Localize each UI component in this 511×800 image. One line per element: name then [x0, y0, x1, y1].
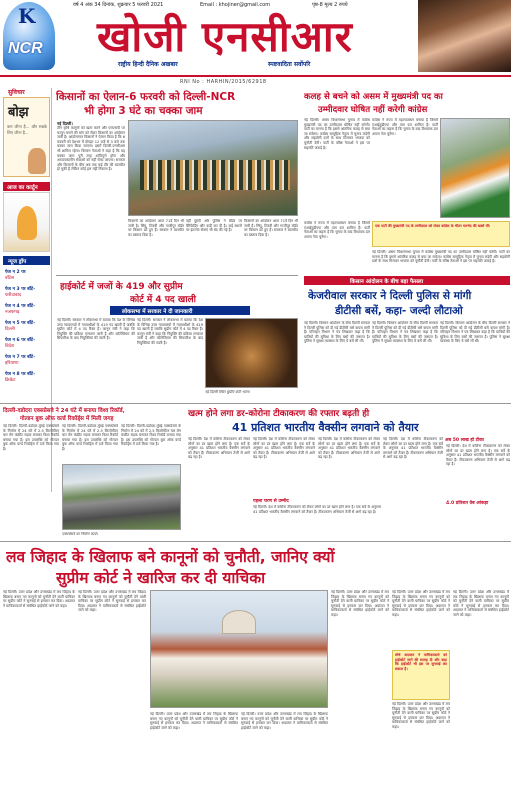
assam-body-3: कांग्रेस ने राज्य में महागठबंधन बनाया है जिसमें एआईयूडीएफ और वाम दल शामिल हैं। पार्टी नेताओं का कहना है कि चुनाव के बाद विधायक दल अपना नेता चुनेगा।	[304, 221, 370, 239]
brief-list	[5, 269, 50, 388]
rni-number: RNI No : HARHIN/2015/62918	[180, 79, 267, 85]
suvichar-text: कम जीना है... और सबके लिए जीना है...	[7, 124, 47, 135]
lead-body-2: किसानों का आंदोलन आज 71वें दिन भी जारी है। सिंघु, टिकरी और गाजीपुर बॉर्डर पर किसान डटे हुए हैं। सरकार ने बातचीत का प्रस्ताव दिया है।	[128, 219, 184, 237]
photo-crowd	[140, 160, 290, 190]
vaccine-headline-2: 41 प्रतिशत भारतीय वैक्सीन लगवाने को तैयार	[232, 421, 419, 434]
court-dome	[222, 610, 256, 634]
lead-body-4: किसानों का आंदोलन आज 71वें दिन भी जारी है। सिंघु, टिकरी और गाजीपुर बॉर्डर पर किसान डटे हुए हैं। सरकार ने बातचीत का प्रस्ताव दिया है।	[244, 219, 298, 237]
assam-body-2: कांग्रेस ने राज्य में महागठबंधन बनाया है जिसमें एआईयूडीएफ और वाम दल शामिल हैं। पार्टी नेताओं का कहना है कि चुनाव के बाद विधायक दल अपना नेता चुनेगा।	[372, 118, 438, 136]
love-jihad-body: नई दिल्ली। उत्तर प्रदेश और उत्तराखंड में लव जिहाद के खिलाफ बनाए गए कानूनों को चुनौती देने वाली याचिका पर सुप्रीम कोर्ट ने सुनवाई से इनकार कर दिया। अदालत ने याचिकाकर्ता से संबंधित हाईकोर्ट जाने को कहा।	[3, 590, 75, 608]
masthead	[0, 0, 511, 76]
list-item: पेज न 4 पर बाँटे- नजफगढ़	[5, 304, 36, 315]
kejriwal-banner: किसान आंदोलन के बीच बड़ा फैसला	[350, 279, 424, 285]
expressway-headline-1: दिल्ली-वडोदरा एक्सप्रेसवे ने 24 घंटे में बनाया विश्व रिकॉर्ड,	[3, 408, 125, 414]
vaccine-body-3: नई दिल्ली। देश में कोरोना टीकाकरण को लेकर लोगों का डर खत्म होने लगा है। एक सर्वे के अनुसार 41 प्रतिशत भारतीय वैक्सीन लगवाने को तैयार हैं। टीकाकरण अभियान तेजी से आगे बढ़ रहा है।	[318, 437, 380, 460]
assam-rally-photo	[440, 118, 510, 218]
section-rule-3	[0, 541, 511, 542]
expressway-body: नई दिल्ली। दिल्ली-वडोदरा-मुंबई एक्सप्रेसवे के निर्माण में 24 घंटे में 2.5 किलोमीटर चार लेन कंक्रीट सड़क बनाकर विश्व रिकॉर्ड बनाया गया है। इस उपलब्धि को गोल्डन बुक ऑफ वर्ल्ड रिकॉर्ड्स में दर्ज किया गया है।	[3, 424, 59, 451]
cartoon-figure	[17, 206, 37, 240]
love-jihad-headline-2: सुप्रीम कोर्ट ने खारिज कर दी याचिका	[56, 569, 266, 587]
section-rule-2	[0, 403, 511, 404]
news-drop-label-text: न्यूज ड्रॉप	[8, 259, 27, 265]
assam-headline-1: कलह से बचने को असम में मुख्यमंत्री पद का	[304, 92, 443, 102]
expressway-caption: एक्सप्रेसवे का निर्माण कार्य।	[62, 532, 98, 536]
pages-price: पृष्ठ-8 मूल्य 2 रुपये	[312, 2, 348, 8]
list-item: पेज न 3 पर बाँटे- फरीदाबाद	[5, 287, 36, 298]
vaccine-body-2: नई दिल्ली। देश में कोरोना टीकाकरण को लेकर लोगों का डर खत्म होने लगा है। एक सर्वे के अनुसार 41 प्रतिशत भारतीय वैक्सीन लगवाने को तैयार हैं। टीकाकरण अभियान तेजी से आगे बढ़ रहा है।	[253, 437, 315, 460]
vaccine-body: नई दिल्ली। देश में कोरोना टीकाकरण को लेकर लोगों का डर खत्म होने लगा है। एक सर्वे के अनुसार 41 प्रतिशत भारतीय वैक्सीन लगवाने को तैयार हैं। टीकाकरण अभियान तेजी से आगे बढ़ रहा है।	[188, 437, 250, 460]
list-item: पेज न 7 पर बाँटे- हरियाणा	[5, 355, 36, 366]
judges-headline-1: हाईकोर्ट में जजों के 419 और सुप्रीम	[60, 282, 183, 292]
cartoon-label-text: आज का कार्टून	[7, 185, 38, 191]
logo-k: K	[18, 4, 36, 28]
vaccine-subhead-2: पहला चरण से उम्मीद	[253, 499, 289, 504]
issue-line: वर्ष 4 अंक 34 दिनांक, शुक्रवार 5 फरवरी 2021	[73, 2, 164, 8]
love-jihad-body-8: नई दिल्ली। उत्तर प्रदेश और उत्तराखंड में लव जिहाद के खिलाफ बनाए गए कानूनों को चुनौती देने वाली याचिका पर सुप्रीम कोर्ट ने सुनवाई से इनकार कर दिया। अदालत ने याचिकाकर्ता से संबंधित हाईकोर्ट जाने को कहा।	[453, 590, 509, 617]
vaccine-subhead-1: अब 50 लाख हो टीका	[445, 438, 484, 443]
kejriwal-headline-1: केजरीवाल सरकार ने दिल्ली पुलिस से मांगी	[308, 290, 472, 302]
love-jihad-body-4: नई दिल्ली। उत्तर प्रदेश और उत्तराखंड में लव जिहाद के खिलाफ बनाए गए कानूनों को चुनौती देने वाली याचिका पर सुप्रीम कोर्ट ने सुनवाई से इनकार कर दिया। अदालत ने याचिकाकर्ता से संबंधित हाईकोर्ट जाने को कहा।	[241, 712, 328, 730]
gavel-photo	[205, 318, 298, 388]
vaccine-headline-1: खत्म होने लगा डर-कोरोना टीकाकरण की रफ्तार बढ़ती ही	[188, 409, 370, 419]
lead-dateline: नई दिल्ली।	[57, 121, 73, 126]
love-jihad-body-7: नई दिल्ली। उत्तर प्रदेश और उत्तराखंड में लव जिहाद के खिलाफ बनाए गए कानूनों को चुनौती देने वाली याचिका पर सुप्रीम कोर्ट ने सुनवाई से इनकार कर दिया। अदालत ने याचिकाकर्ता से संबंधित हाईकोर्ट जाने को कहा।	[392, 702, 450, 729]
love-jihad-body-6: नई दिल्ली। उत्तर प्रदेश और उत्तराखंड में लव जिहाद के खिलाफ बनाए गए कानूनों को चुनौती देने वाली याचिका पर सुप्रीम कोर्ट ने सुनवाई से इनकार कर दिया। अदालत ने याचिकाकर्ता से संबंधित हाईकोर्ट जाने को कहा।	[392, 590, 450, 617]
expressway-body-2: नई दिल्ली। दिल्ली-वडोदरा-मुंबई एक्सप्रेसवे के निर्माण में 24 घंटे में 2.5 किलोमीटर चार लेन कंक्रीट सड़क बनाकर विश्व रिकॉर्ड बनाया गया है। इस उपलब्धि को गोल्डन बुक ऑफ वर्ल्ड रिकॉर्ड्स में दर्ज किया गया है।	[62, 424, 118, 451]
list-item: पेज न 2 पर बाँटेस	[5, 270, 26, 281]
email: Email : khojiner@gmail.com	[200, 2, 271, 8]
lead-headline-1: किसानों का ऐलान-6 फरवरी को दिल्ली-NCR	[56, 91, 236, 103]
vaccine-body-5: नई दिल्ली। देश में कोरोना टीकाकरण को लेकर लोगों का डर खत्म होने लगा है। एक सर्वे के अनुसार 41 प्रतिशत भारतीय वैक्सीन लगवाने को तैयार हैं। टीकाकरण अभियान तेजी से आगे बढ़ रहा है।	[446, 444, 510, 467]
judges-body: नई दिल्ली। सरकार ने लोकसभा में बताया कि देश के विभिन्न उच्च न्यायालयों में न्यायाधीशों के 419 पद खाली हैं जबकि सुप्रीम कोर्ट में 4 पद रिक्त हैं। कानून मंत्री ने कहा कि नियुक्ति की प्रक्रिया लगातार जारी है और कॉलेजियम की सिफारिश के बाद नियुक्तियां की जाती हैं।	[57, 318, 135, 341]
tagline-right: स्पष्टवादिता सर्वोपरि	[268, 61, 311, 68]
actress-photo	[418, 0, 511, 72]
section-rule	[56, 275, 298, 276]
judges-headline-2: कोर्ट में 4 पद खाली	[130, 295, 196, 305]
kejriwal-headline-2: डीटीसी बसें, कहा- जल्दी लौटाओ	[335, 305, 463, 317]
kejriwal-body-2: नई दिल्ली। किसान आंदोलन के बीच दिल्ली सरकार ने दिल्ली पुलिस को दी गई डीटीसी बसें वापस मांगी हैं। परिवहन विभाग ने पत्र लिखकर कहा है कि यात्रियों की सुविधा के लिए बसों की जरूरत है। पुलिस ने सुरक्षा व्यवस्था के लिए ये बसें ली थीं।	[372, 321, 438, 344]
list-item: पेज न 8 पर बाँटे- क्रिकेट	[5, 372, 36, 383]
judges-subhead: लोकसभा में सरकार ने दी जानकारी	[122, 309, 193, 315]
love-jihad-body-3: नई दिल्ली। उत्तर प्रदेश और उत्तराखंड में लव जिहाद के खिलाफ बनाए गए कानूनों को चुनौती देने वाली याचिका पर सुप्रीम कोर्ट ने सुनवाई से इनकार कर दिया। अदालत ने याचिकाकर्ता से संबंधित हाईकोर्ट जाने को कहा।	[150, 712, 238, 730]
suvichar-figure	[28, 148, 46, 174]
love-jihad-headline-1: लव जिहाद के खिलाफ बने कानूनों को चुनौती, जानिए क्यों	[6, 548, 335, 566]
love-jihad-body-2: नई दिल्ली। उत्तर प्रदेश और उत्तराखंड में लव जिहाद के खिलाफ बनाए गए कानूनों को चुनौती देने वाली याचिका पर सुप्रीम कोर्ट ने सुनवाई से इनकार कर दिया। अदालत ने याचिकाकर्ता से संबंधित हाईकोर्ट जाने को कहा।	[78, 590, 146, 613]
lead-headline-2: भी होगा 3 घंटे का चक्का जाम	[84, 105, 203, 117]
tagline-left: राष्ट्रीय हिन्दी दैनिक अखबार	[118, 61, 178, 68]
suvichar-label: सुविचार	[8, 89, 25, 96]
lead-body-3: वहीं दूसरी ओर पुलिस ने बॉर्डर पर बैरिकेडिंग और कड़ी कर दी है। कई स्थानों पर इंटरनेट सेवाएं भी बंद की गई हैं।	[186, 219, 242, 233]
assam-caption: एक पार्टी की मुख्यमंत्री पद के उम्मीदवार को लेकर कांग्रेस के भीतर मतभेद की खबरें थीं।	[375, 224, 491, 228]
supreme-court-photo	[150, 590, 328, 708]
expressway-photo	[62, 464, 181, 530]
expressway-body-3: नई दिल्ली। दिल्ली-वडोदरा-मुंबई एक्सप्रेसवे के निर्माण में 24 घंटे में 2.5 किलोमीटर चार लेन कंक्रीट सड़क बनाकर विश्व रिकॉर्ड बनाया गया है। इस उपलब्धि को गोल्डन बुक ऑफ वर्ल्ड रिकॉर्ड्स में दर्ज किया गया है।	[121, 424, 181, 447]
masthead-rule	[0, 75, 511, 77]
expressway-headline-2: गोल्डन बुक ऑफ वर्ल्ड रिकॉर्ड्स में मिली जगह	[20, 416, 114, 422]
suvichar-word: बोझ	[8, 105, 29, 120]
kejriwal-body-3: नई दिल्ली। किसान आंदोलन के बीच दिल्ली सरकार ने दिल्ली पुलिस को दी गई डीटीसी बसें वापस मांगी हैं। परिवहन विभाग ने पत्र लिखकर कहा है कि यात्रियों की सुविधा के लिए बसों की जरूरत है। पुलिस ने सुरक्षा व्यवस्था के लिए ये बसें ली थीं।	[440, 321, 510, 344]
judges-body-2: नई दिल्ली। सरकार ने लोकसभा में बताया कि देश के विभिन्न उच्च न्यायालयों में न्यायाधीशों के 419 पद खाली हैं जबकि सुप्रीम कोर्ट में 4 पद रिक्त हैं। कानून मंत्री ने कहा कि नियुक्ति की प्रक्रिया लगातार जारी है और कॉलेजियम की सिफारिश के बाद नियुक्तियां की जाती हैं।	[137, 318, 203, 345]
assam-body-4: नई दिल्ली। असम विधानसभा चुनाव में कांग्रेस मुख्यमंत्री पद का उम्मीदवार घोषित नहीं करेगी। पार्टी का मानना है कि इससे आंतरिक कलह से बचा जा सकेगा। कांग्रेस सामूहिक नेतृत्व में चुनाव लड़ेगी और सहयोगी दलों के साथ मिलकर भाजपा को चुनौती देगी। पार्टी के वरिष्ठ नेताओं ने इस पर सहमति जताई है।	[372, 250, 510, 264]
list-item: पेज न 6 पर बाँटे- विदेश	[5, 338, 36, 349]
vaccine-body-4: नई दिल्ली। देश में कोरोना टीकाकरण को लेकर लोगों का डर खत्म होने लगा है। एक सर्वे के अनुसार 41 प्रतिशत भारतीय वैक्सीन लगवाने को तैयार हैं। टीकाकरण अभियान तेजी से आगे बढ़ रहा है।	[383, 437, 443, 460]
judges-caption: नई दिल्ली स्थित सुप्रीम कोर्ट भवन।	[205, 390, 250, 394]
vaccine-body-6: नई दिल्ली। देश में कोरोना टीकाकरण को लेकर लोगों का डर खत्म होने लगा है। एक सर्वे के अनुसार 41 प्रतिशत भारतीय वैक्सीन लगवाने को तैयार हैं। टीकाकरण अभियान तेजी से आगे बढ़ रहा है।	[253, 505, 381, 514]
love-jihad-body-5: नई दिल्ली। उत्तर प्रदेश और उत्तराखंड में लव जिहाद के खिलाफ बनाए गए कानूनों को चुनौती देने वाली याचिका पर सुप्रीम कोर्ट ने सुनवाई से इनकार कर दिया। अदालत ने याचिकाकर्ता से संबंधित हाईकोर्ट जाने को कहा।	[331, 590, 389, 617]
kejriwal-body: नई दिल्ली। किसान आंदोलन के बीच दिल्ली सरकार ने दिल्ली पुलिस को दी गई डीटीसी बसें वापस मांगी हैं। परिवहन विभाग ने पत्र लिखकर कहा है कि यात्रियों की सुविधा के लिए बसों की जरूरत है। पुलिस ने सुरक्षा व्यवस्था के लिए ये बसें ली थीं।	[304, 321, 370, 344]
newspaper-title: खोजी एनसीआर	[97, 12, 353, 61]
assam-headline-2: उम्मीदवार घोषित नहीं करेगी कांग्रेस	[318, 105, 428, 115]
logo-ncr: NCR	[8, 40, 43, 57]
list-item: पेज न 5 पर बाँटे- दिल्ली	[5, 321, 36, 332]
assam-body: नई दिल्ली। असम विधानसभा चुनाव में कांग्रेस मुख्यमंत्री पद का उम्मीदवार घोषित नहीं करेगी। पार्टी का मानना है कि इससे आंतरिक कलह से बचा जा सकेगा। कांग्रेस सामूहिक नेतृत्व में चुनाव लड़ेगी और सहयोगी दलों के साथ मिलकर भाजपा को चुनौती देगी। पार्टी के वरिष्ठ नेताओं ने इस पर सहमति जताई है।	[304, 118, 370, 150]
vaccine-subhead-3: 4.0 प्रतिशत वेब आंकड़ा	[446, 501, 489, 506]
pull-quote: शीर्ष अदालत ने याचिकाकर्ता को हाईकोर्ट जाने की सलाह दी और कहा कि हाईकोर्ट भी इस पर सुनवाई कर सकता है।	[395, 653, 447, 671]
lead-body: तीन कृषि कानूनों को खत्म करने और एमएसपी पर कानून बनाने की मांग को लेकर किसानों का आंदोलन जारी है। आंदोलनरत किसानों ने ऐलान किया है कि 6 फरवरी को देशभर में दोपहर 12 बजे से 3 बजे तक चक्का जाम किया जाएगा। इसमें दिल्ली-एनसीआर भी शामिल रहेगा। किसान नेताओं ने कहा है कि यह चक्का जाम पूरी तरह शांतिपूर्ण होगा और आपातकालीन सेवाओं को नहीं रोका जाएगा। सरकार और किसानों के बीच अब तक कई दौर की बातचीत हो चुकी है लेकिन कोई हल नहीं निकला है।	[57, 126, 125, 172]
